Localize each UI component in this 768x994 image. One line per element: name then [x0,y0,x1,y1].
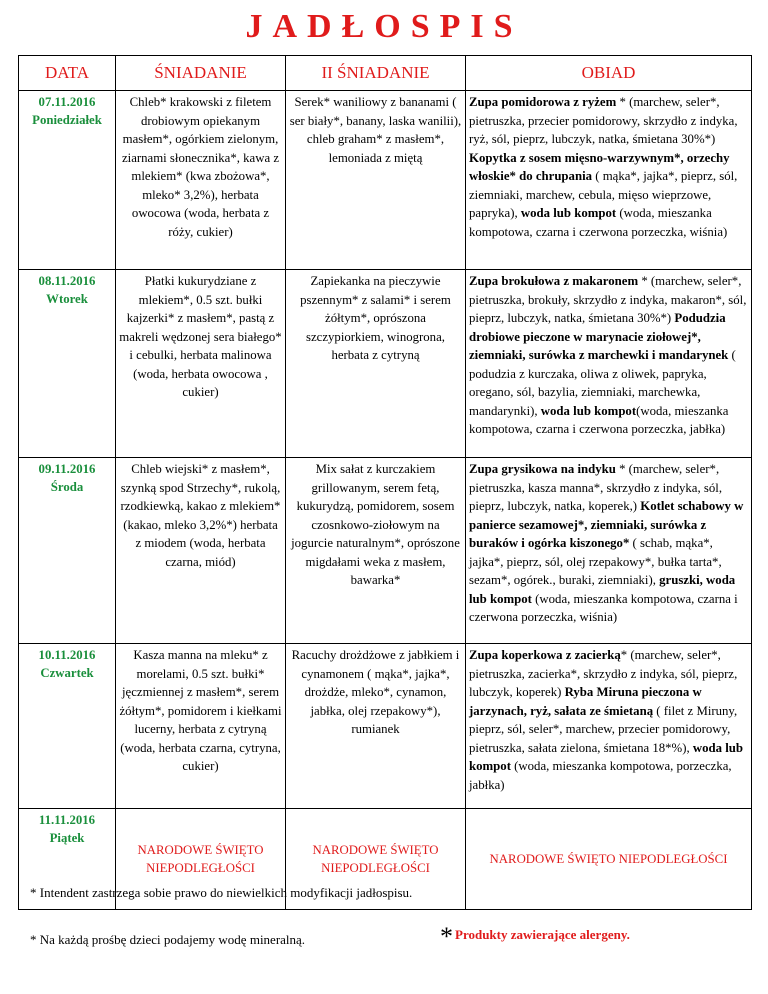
header-dinner: OBIAD [466,56,752,91]
dinner-ingredients: ( schab, mąka*, jajka*, pieprz, sól, olej rzepakowy*, bułka tarta*, sezam*, ogórek., buraki, ziemniaki), [469,536,722,587]
allergen-note-text: Produkty zawierające alergeny. [455,927,630,942]
table-row [19,644,752,809]
dinner-dish-name: Zupa grysikowa na indyku [469,462,616,476]
weekday-label: Piątek [49,831,85,845]
date-label: 09.11.2016 [38,462,96,476]
breakfast-cell: Płatki kukurydziane z mlekiem*, 0.5 szt. bułki kajzerki* z masłem*, pastą z makreli wędzonej sera białego* i cebulki, herbata malinowa (woda, herbata owocowa , cukier) [116,270,286,458]
header-date: DATA [19,56,116,91]
second-breakfast-cell: Zapiekanka na pieczywie pszennym* z salami* i serem żółtym*, oprószona szczypiorkiem, winogrona, herbata z cytryną [286,270,466,458]
dinner-cell [466,458,752,644]
dinner-dish-name: woda lub kompot [540,403,637,418]
date-label: 10.11.2016 [38,648,96,662]
page-title: JADŁOSPIS [245,8,523,45]
date-cell [19,458,116,644]
dinner-dish-name: Zupa koperkowa z zacierką [469,648,621,662]
date-cell [19,270,116,458]
water-note: * Na każdą prośbę dzieci podajemy wodę mineralną. [30,932,306,947]
breakfast-cell: Chleb* krakowski z filetem drobiowym opiekanym masłem*, ogórkiem zielonym, ziarnami słonecznika*, kawa z mlekiem* (kwa zbożowa*, mleko* 3,2%), herbata owocowa (woda, herbata z róży, cukier) [116,91,286,270]
dinner-dish-name: Kopytka z sosem mięsno-warzywnym*, orzechy włoskie* do chrupania [469,150,730,183]
weekday-label: Czwartek [40,666,94,680]
weekday-label: Środa [50,480,84,494]
dinner-dish-name: woda lub kompot [520,206,617,220]
second-breakfast-cell: Serek* waniliowy z bananami ( ser biały*, banany, laska wanilii), chleb graham* z masłem*, lemoniada z miętą [286,91,466,270]
dinner-ingredients: ( mąka*, jajka*, pieprz, sól, ziemniaki, marchew, cebula, mięso wieprzowe, papryka), [469,169,738,220]
dinner-dish-name: gruszki, woda lub kompot [469,573,736,606]
dinner-dish-name: woda lub kompot [469,740,744,773]
holiday-second-breakfast-cell: NARODOWE ŚWIĘTO NIEPODLEGŁOŚCI [286,809,466,910]
table-row [19,270,752,458]
table-row [19,458,752,644]
allergen-note [440,922,630,952]
second-breakfast-cell: Mix sałat z kurczakiem grillowanym, serem fetą, kukurydzą, pomidorem, sosem czosnkowo-ziołowym na jogurcie naturalnym*, oprószone migdałami weka z masłem, bawarka* [286,458,466,644]
dinner-ingredients: ( podudzia z kurczaka, oliwa z oliwek, papryka, oregano, sól, bazylia, ziemniaki, marchewka, mandarynki), [469,348,736,418]
table-row [19,91,752,270]
date-label: 08.11.2016 [38,274,96,288]
dinner-cell [466,91,752,270]
second-breakfast-cell: Racuchy drożdżowe z jabłkiem i cynamonem ( mąka*, jajka*, drożdże, mleko*, cynamon, jabłka, olej rzepakowy*), rumianek [286,644,466,809]
dinner-ingredients: * (marchew, seler*, pietruszka, brokuły, skrzydło z indyka, makaron*, sól, pieprz, lubczyk, natka, śmietana 30%*) [469,274,747,325]
date-cell [19,644,116,809]
header-row [19,56,752,91]
dinner-ingredients: ( filet z Miruny, pieprz, sól, seler*, marchew, przecier pomidorowy, pietruszka, sałata zielona, śmietana 18*%), [469,703,738,755]
weekday-label: Poniedziałek [32,113,102,127]
dinner-cell [466,270,752,458]
dinner-dish-name: Zupa pomidorowa z ryżem [469,95,617,109]
dinner-dish-name: Podudzia drobiowe pieczone w marynacie ziołowej*, ziemniaki, surówka z marchewki i mandarynek [469,311,729,362]
holiday-breakfast-cell: NARODOWE ŚWIĘTO NIEPODLEGŁOŚCI [116,809,286,910]
holiday-dinner-cell: NARODOWE ŚWIĘTO NIEPODLEGŁOŚCI [466,809,752,910]
breakfast-cell: Chleb wiejski* z masłem*, szynką spod Strzechy*, rukolą, rzodkiewką, kakao z mlekiem*(kakao, mleko 3,2%*) herbata z miodem (woda, herbata czarna, miód) [116,458,286,644]
menu-table [18,55,752,910]
dinner-ingredients: * (marchew, seler*, pietruszka, kasza manna*, skrzydło z indyka, sól, pieprz, lubczyk, natka, koperek,) [469,462,723,513]
header-second-breakfast: II ŚNIADANIE [286,56,466,91]
dinner-ingredients: * (marchew, seler*, pietruszka, przecier pomidorowy, skrzydło z indyka, ryż, sól, pieprz, lubczyk, natka, śmietana 30%*) [469,95,738,146]
dinner-ingredients: (woda, mieszanka kompotowa, porzeczka, jabłka) [469,759,732,792]
dinner-ingredients: (woda, mieszanka kompotowa, czarna i czerwona porzeczka, wiśnia) [469,206,728,239]
allergen-star: * [440,922,453,951]
modification-note: * Intendent zastrzega sobie prawo do niewielkich modyfikacji jadłospisu. [30,885,413,900]
header-breakfast: ŚNIADANIE [116,56,286,91]
dinner-ingredients: * (marchew, seler*, pietruszka, zacierka*, skrzydło z indyka, sól, pieprz, lubczyk, koperek) [469,648,738,699]
dinner-ingredients: (woda, mieszanka kompotowa, czarna i czerwona porzeczka, jabłka) [469,403,729,436]
dinner-cell [466,644,752,809]
date-cell [19,91,116,270]
dinner-dish-name: Kotlet schabowy w panierce sezamowej*, ziemniaki, surówka z buraków i ogórka kiszonego* [469,499,744,550]
date-label: 11.11.2016 [38,813,96,827]
date-label: 07.11.2016 [38,95,96,109]
dinner-dish-name: Zupa brokułowa z makaronem [469,274,639,288]
breakfast-cell: Kasza manna na mleku* z morelami, 0.5 szt. bułki* jęczmiennej z masłem*, serem żółtym*, pomidorem i kiełkami lucerny, herbata z cytryną (woda, herbata czarna, cytryna, cukier) [116,644,286,809]
dinner-ingredients: (woda, mieszanka kompotowa, czarna i czerwona porzeczka, wiśnia) [469,591,738,624]
weekday-label: Wtorek [46,292,88,306]
dinner-dish-name: Ryba Miruna pieczona w jarzynach, ryż, sałata ze śmietaną [469,685,702,718]
